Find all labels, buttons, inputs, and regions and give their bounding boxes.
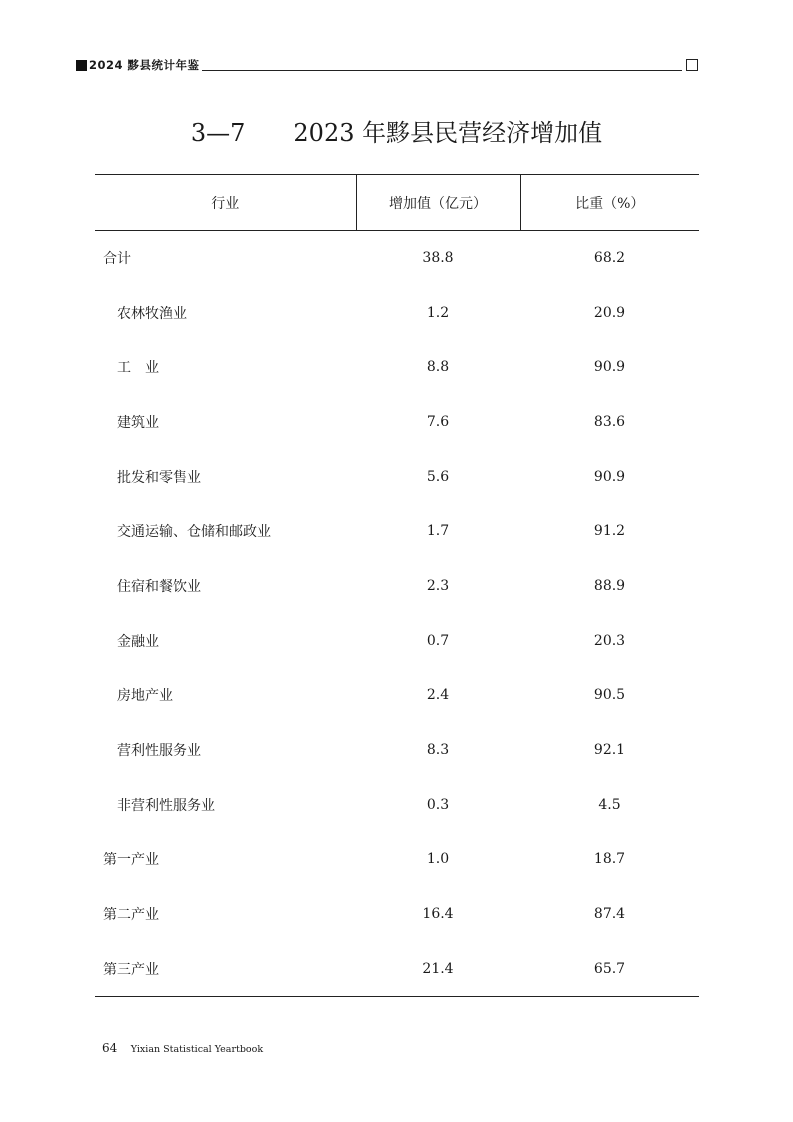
table-body [95,231,699,997]
value-cell: 8.3 [426,742,450,759]
share-cell: 68.2 [593,250,626,267]
industry-cell: 第二产业 [103,907,159,924]
table-number: 3—7 [190,119,246,147]
share-cell: 92.1 [593,742,626,759]
table-row [95,285,699,340]
industry-cell: 工 业 [117,360,159,377]
table-header-row [95,175,699,231]
table-row [95,559,699,614]
value-cell: 21.4 [356,941,520,996]
value-cell: 1.7 [426,523,450,540]
table-row [95,449,699,504]
industry-cell: 住宿和餐饮业 [117,578,201,595]
table-row [95,340,699,395]
industry-cell: 交通运输、仓储和邮政业 [117,524,271,541]
share-cell: 83.6 [593,413,626,430]
industry-cell: 房地产业 [117,688,173,705]
share-cell: 91.2 [593,523,626,540]
share-cell: 90.9 [593,468,626,485]
table-row [95,668,699,723]
share-cell: 88.9 [593,577,626,594]
data-table [95,174,699,997]
share-cell: 87.4 [593,906,626,923]
table-row [95,231,699,286]
column-header-share: 比重（%） [520,175,699,231]
share-cell: 90.9 [593,359,626,376]
table-row [95,723,699,778]
value-cell: 0.7 [426,632,450,649]
table-row [95,887,699,942]
share-cell: 20.3 [593,632,626,649]
value-cell: 38.8 [422,250,454,267]
table-row [95,613,699,668]
industry-cell: 营利性服务业 [117,743,201,760]
book-title: Yixian Statistical Yeartbook [130,1044,264,1055]
share-cell: 20.9 [593,304,626,321]
table-row [95,395,699,450]
value-cell: 0.3 [426,796,450,813]
column-header-value: 增加值（亿元） [356,175,520,231]
table-row [95,777,699,832]
table-title: 2023 年黟县民营经济增加值 [293,119,603,147]
header-rule [186,70,682,71]
page-footer [102,1041,263,1057]
value-cell: 1.0 [426,851,450,868]
page-title [0,117,793,149]
share-cell: 18.7 [593,851,626,868]
column-header-industry: 行业 [95,175,356,231]
table-row [95,832,699,887]
industry-cell: 合计 [103,251,131,268]
page-number: 64 [102,1041,118,1055]
value-cell: 8.8 [426,359,450,376]
square-bullet-icon [76,60,87,71]
share-cell: 90.5 [593,687,626,704]
share-cell: 65.7 [520,941,699,996]
table-row [95,941,699,996]
value-cell: 2.3 [426,577,450,594]
value-cell: 16.4 [422,906,454,923]
value-cell: 2.4 [426,687,450,704]
industry-cell: 农林牧渔业 [117,305,187,322]
empty-box-icon [686,59,698,71]
industry-cell: 第一产业 [103,852,159,869]
value-cell: 5.6 [426,468,450,485]
industry-cell: 批发和零售业 [117,469,201,486]
table-row [95,504,699,559]
industry-cell: 建筑业 [117,414,159,431]
value-cell: 1.2 [426,304,450,321]
industry-cell: 金融业 [117,633,159,650]
industry-cell: 非营利性服务业 [117,797,215,814]
running-header [76,58,698,74]
share-cell: 4.5 [598,796,621,813]
industry-cell: 第三产业 [95,941,356,996]
header-title: 2024 黟县统计年鉴 [89,58,200,72]
value-cell: 7.6 [426,413,450,430]
